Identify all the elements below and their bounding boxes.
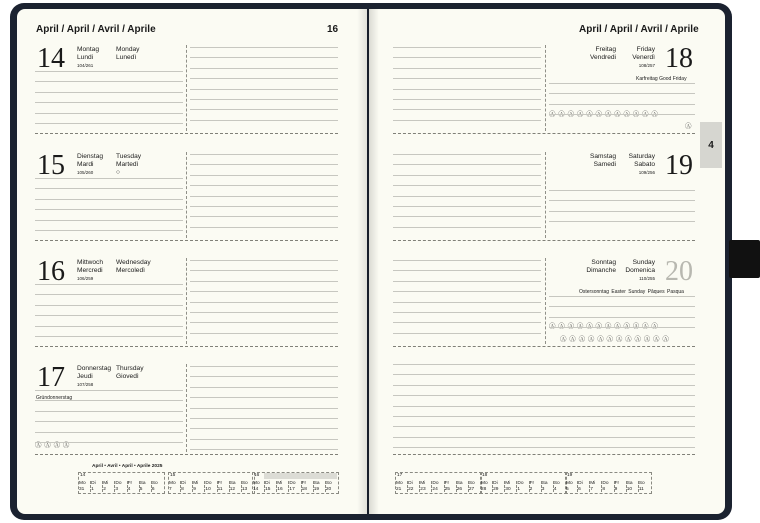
rule-line xyxy=(190,120,338,121)
weekday-label: Do xyxy=(602,481,609,486)
rule-line xyxy=(35,432,183,433)
rule-line xyxy=(549,327,695,328)
day-cell: 20 xyxy=(325,487,332,492)
day-cell: 6 xyxy=(578,487,581,492)
holiday-note: Gründonnerstag xyxy=(36,395,73,401)
holiday-note: Karfreitag Good Friday xyxy=(636,76,687,82)
rule-line xyxy=(393,385,695,386)
weekday-label: So xyxy=(151,481,158,486)
weekday-de-fr: Dienstag Mardi 105/260 xyxy=(77,153,104,175)
rule-line xyxy=(190,322,338,323)
year-day: 108/257 xyxy=(638,63,655,68)
day-cell: 31 xyxy=(79,487,85,492)
rule-line xyxy=(190,89,338,90)
rule-line xyxy=(393,291,541,292)
day-cell: 3 xyxy=(115,487,119,492)
rule-line xyxy=(190,196,338,197)
weekday-label: Di xyxy=(181,481,186,486)
rule-line xyxy=(35,442,183,443)
weekday-label: So xyxy=(325,481,332,486)
day-cell: 3 xyxy=(541,487,545,492)
rule-line xyxy=(549,190,695,191)
rule-line xyxy=(35,123,183,124)
rule-line xyxy=(393,322,541,323)
weekday-label: Fr xyxy=(217,481,223,486)
weekday-label: Mo xyxy=(169,481,176,486)
rule-line xyxy=(393,109,541,110)
weekday-label: So xyxy=(241,481,248,486)
week-number: 16 xyxy=(254,473,260,478)
day-number: 15 xyxy=(37,150,65,181)
weekday-label: Di xyxy=(493,481,498,486)
rule-line xyxy=(35,92,183,93)
weekday-de-fr: Donnerstag Jeudi 107/258 xyxy=(77,365,112,387)
elastic-band[interactable] xyxy=(729,240,760,278)
moon-phase-icon: ○ xyxy=(116,169,120,176)
rule-line xyxy=(393,164,541,165)
day-divider xyxy=(35,133,338,134)
weekday-label: So xyxy=(553,481,560,486)
weekday-label: Fr xyxy=(127,481,133,486)
rule-line xyxy=(393,175,541,176)
weekday-en-it: Sunday Domenica 110/255 xyxy=(620,259,655,283)
day-divider xyxy=(35,454,338,455)
rule-line xyxy=(393,312,541,313)
current-week-highlight xyxy=(264,473,337,479)
day-cell: 8 xyxy=(181,487,184,492)
rule-line xyxy=(190,270,338,271)
rule-line xyxy=(393,196,541,197)
weekday-label: Mo xyxy=(396,481,403,486)
day-cell: 15 xyxy=(265,487,271,492)
rule-line xyxy=(393,437,695,438)
day-cell: 1 xyxy=(517,487,521,492)
moon-phase-row: Ⓐ Ⓐ Ⓐ Ⓐ Ⓐ Ⓐ Ⓐ Ⓐ Ⓐ Ⓐ Ⓐ Ⓐ xyxy=(549,111,659,118)
rule-line xyxy=(393,270,541,271)
day-cell: 7 xyxy=(169,487,172,492)
weekday-label: Sa xyxy=(229,481,236,486)
rule-line xyxy=(393,395,695,396)
rule-line xyxy=(393,281,541,282)
weekday-label: Sa xyxy=(139,481,146,486)
weekday-label: Fr xyxy=(301,481,307,486)
rule-line xyxy=(393,78,541,79)
day-cell: 4 xyxy=(553,487,557,492)
rule-line xyxy=(393,426,695,427)
weekday-label: Mi xyxy=(590,481,596,486)
day-cell: 8 xyxy=(602,487,606,492)
day-cell: 14 xyxy=(253,487,259,492)
column-divider xyxy=(545,258,546,344)
week-number: 14 xyxy=(80,473,86,478)
day-cell: 2 xyxy=(529,487,533,492)
rule-line xyxy=(35,326,183,327)
moon-phase-row: Ⓐ Ⓐ Ⓐ Ⓐ Ⓐ Ⓐ Ⓐ Ⓐ Ⓐ Ⓐ Ⓐ Ⓐ xyxy=(549,323,659,330)
weekday-label: Sa xyxy=(541,481,548,486)
rule-line xyxy=(393,99,541,100)
rule-line xyxy=(549,114,695,115)
rule-line xyxy=(190,439,338,440)
rule-line xyxy=(393,154,541,155)
column-divider xyxy=(186,364,187,452)
day-cell: 26 xyxy=(456,487,463,492)
rule-line xyxy=(393,447,695,448)
week-number: 17 xyxy=(397,473,403,478)
rule-line xyxy=(549,211,695,212)
weekday-label: Di xyxy=(265,481,270,486)
rule-line xyxy=(549,200,695,201)
rule-line xyxy=(190,449,338,450)
day-cell: 19 xyxy=(313,487,320,492)
rule-line xyxy=(190,216,338,217)
rule-line xyxy=(190,366,338,367)
day-cell: 7 xyxy=(590,487,593,492)
day-cell: 5 xyxy=(139,487,143,492)
moon-phase-row: Ⓐ Ⓐ Ⓐ Ⓐ Ⓐ Ⓐ Ⓐ Ⓐ Ⓐ Ⓐ Ⓐ Ⓐ xyxy=(560,336,670,343)
day-cell: 4 xyxy=(127,487,131,492)
day-cell: 5 xyxy=(566,487,569,492)
weekday-label: Fr xyxy=(444,481,450,486)
weekday-label: Fr xyxy=(614,481,620,486)
weekday-label: Mo xyxy=(566,481,573,486)
rule-line xyxy=(549,221,695,222)
day-divider xyxy=(393,346,695,347)
weekday-de-fr: Mittwoch Mercredi 106/259 xyxy=(77,259,104,281)
rule-line xyxy=(35,400,183,401)
rule-line xyxy=(393,406,695,407)
day-number: 20 xyxy=(665,256,693,287)
rule-line xyxy=(549,104,695,105)
weekday-label: So xyxy=(468,481,475,486)
holiday-note: Ostersonntag Easter Sunday Pâques Pasqua xyxy=(579,289,684,295)
rule-line xyxy=(190,387,338,388)
rule-line xyxy=(393,302,541,303)
rule-line xyxy=(190,154,338,155)
rule-line xyxy=(393,89,541,90)
weekday-label: Fr xyxy=(529,481,535,486)
week-number: 15 xyxy=(170,473,176,478)
day-cell: 25 xyxy=(444,487,450,492)
day-number: 19 xyxy=(665,150,693,181)
year-day: 106/259 xyxy=(77,276,94,281)
weekday-label: Do xyxy=(205,481,212,486)
weekday-label: Mi xyxy=(103,481,109,486)
weekday-label: Di xyxy=(91,481,96,486)
rule-line xyxy=(549,306,695,307)
weekday-label: Do xyxy=(115,481,122,486)
weekday-en-it: Tuesday Martedì ○ xyxy=(116,153,142,176)
day-cell: 27 xyxy=(468,487,475,492)
column-divider xyxy=(186,152,187,238)
rule-line xyxy=(393,374,695,375)
page-number: 16 xyxy=(327,24,339,35)
rule-line xyxy=(190,57,338,58)
rule-line xyxy=(393,206,541,207)
rule-line xyxy=(35,113,183,114)
weekday-de-fr: Freitag Vendredi xyxy=(589,46,616,61)
day-cell: 9 xyxy=(193,487,196,492)
day-cell: 24 xyxy=(432,487,438,492)
day-cell: 10 xyxy=(205,487,211,492)
weekday-de-fr: Montag Lundi 104/261 xyxy=(77,46,99,68)
weekday-label: Di xyxy=(408,481,413,486)
weekday-en-it: Wednesday Mercoledì xyxy=(116,259,151,274)
day-cell: 1 xyxy=(91,487,94,492)
rule-line xyxy=(35,411,183,412)
year-day: 110/255 xyxy=(639,276,655,281)
rule-line xyxy=(393,364,695,365)
weekday-en-it: Friday Venerdì 108/257 xyxy=(620,46,655,70)
day-cell: 21 xyxy=(396,487,402,492)
rule-line xyxy=(190,206,338,207)
column-divider xyxy=(545,152,546,238)
month-tab[interactable]: 4 xyxy=(700,122,722,168)
weekday-label: Do xyxy=(289,481,296,486)
rule-line xyxy=(35,102,183,103)
rule-line xyxy=(549,317,695,318)
weekday-label: Mi xyxy=(277,481,283,486)
rule-line xyxy=(190,281,338,282)
rule-line xyxy=(190,185,338,186)
rule-line xyxy=(549,93,695,94)
day-divider xyxy=(393,133,695,134)
rule-line xyxy=(190,291,338,292)
rule-line xyxy=(393,333,541,334)
day-number: 18 xyxy=(665,43,693,74)
rule-line xyxy=(190,333,338,334)
rule-line xyxy=(190,175,338,176)
rule-line xyxy=(35,294,183,295)
weekday-de-fr: Samstag Samedi xyxy=(589,153,616,168)
weekday-en-it: Monday Lunedì xyxy=(116,46,140,61)
page-gutter xyxy=(357,9,379,514)
weekday-en-it: Saturday Sabato 109/256 xyxy=(620,153,655,177)
day-cell: 16 xyxy=(277,487,283,492)
weekday-label: Mo xyxy=(253,481,260,486)
rule-line xyxy=(190,99,338,100)
day-cell: 10 xyxy=(626,487,633,492)
day-number: 16 xyxy=(37,256,65,287)
rule-line xyxy=(35,305,183,306)
day-cell: 11 xyxy=(217,487,223,492)
rule-line xyxy=(393,260,541,261)
rule-line xyxy=(393,120,541,121)
column-divider xyxy=(186,258,187,344)
year-day: 107/258 xyxy=(77,382,94,387)
rule-line xyxy=(35,220,183,221)
rule-line xyxy=(190,109,338,110)
day-divider xyxy=(393,240,695,241)
day-cell: 30 xyxy=(505,487,511,492)
rule-line xyxy=(35,188,183,189)
moon-phase-row: Ⓐ xyxy=(685,123,692,130)
rule-line xyxy=(190,47,338,48)
weekday-label: Di xyxy=(578,481,583,486)
right-page-header: April / April / Avril / Aprile xyxy=(579,24,699,35)
day-cell: 6 xyxy=(151,487,155,492)
rule-line xyxy=(35,390,183,391)
rule-line xyxy=(35,81,183,82)
rule-line xyxy=(190,68,338,69)
weekday-label: Mo xyxy=(79,481,86,486)
mini-calendar-title: April • Avril • April • Aprile 2025 xyxy=(92,464,163,469)
weekday-de-fr: Sonntag Dimanche xyxy=(586,259,616,274)
rule-line xyxy=(190,227,338,228)
year-day: 105/260 xyxy=(77,170,94,175)
weekday-en-it: Thursday Giovedì xyxy=(116,365,144,380)
weekday-label: Do xyxy=(517,481,524,486)
rule-line xyxy=(35,199,183,200)
day-divider xyxy=(35,240,338,241)
rule-line xyxy=(393,185,541,186)
rule-line xyxy=(35,421,183,422)
rule-line xyxy=(393,227,541,228)
day-number: 14 xyxy=(37,43,65,74)
day-cell: 11 xyxy=(638,487,644,492)
rule-line xyxy=(190,164,338,165)
day-cell: 13 xyxy=(241,487,248,492)
rule-line xyxy=(393,57,541,58)
rule-line xyxy=(190,302,338,303)
rule-line xyxy=(35,336,183,337)
day-cell: 23 xyxy=(420,487,426,492)
weekday-label: Do xyxy=(432,481,439,486)
day-cell: 2 xyxy=(103,487,106,492)
rule-line xyxy=(549,296,695,297)
day-number: 17 xyxy=(37,362,65,393)
year-day: 104/261 xyxy=(77,63,94,68)
day-cell: 12 xyxy=(229,487,236,492)
rule-line xyxy=(190,260,338,261)
rule-line xyxy=(549,83,695,84)
rule-line xyxy=(393,47,541,48)
weekday-label: Sa xyxy=(456,481,463,486)
weekday-label: Mi xyxy=(420,481,426,486)
moon-phase-row: Ⓐ Ⓐ Ⓐ Ⓐ xyxy=(35,442,70,449)
column-divider xyxy=(545,45,546,131)
day-divider xyxy=(35,346,338,347)
day-cell: 28 xyxy=(481,487,487,492)
rule-line xyxy=(393,416,695,417)
column-divider xyxy=(186,45,187,131)
weekday-label: So xyxy=(638,481,645,486)
day-cell: 29 xyxy=(493,487,499,492)
weekday-label: Mo xyxy=(481,481,488,486)
rule-line xyxy=(190,408,338,409)
week-number: 19 xyxy=(567,473,573,478)
weekday-label: Mi xyxy=(193,481,199,486)
day-cell: 17 xyxy=(289,487,295,492)
rule-line xyxy=(35,230,183,231)
weekday-label: Sa xyxy=(626,481,633,486)
rule-line xyxy=(35,178,183,179)
rule-line xyxy=(190,418,338,419)
rule-line xyxy=(393,68,541,69)
rule-line xyxy=(190,78,338,79)
day-cell: 22 xyxy=(408,487,414,492)
rule-line xyxy=(190,376,338,377)
rule-line xyxy=(190,397,338,398)
rule-line xyxy=(35,71,183,72)
day-cell: 18 xyxy=(301,487,307,492)
rule-line xyxy=(35,315,183,316)
left-page-header: April / April / Avril / Aprile xyxy=(36,24,156,35)
rule-line xyxy=(393,216,541,217)
weekday-label: Mi xyxy=(505,481,511,486)
rule-line xyxy=(35,209,183,210)
weekday-label: Sa xyxy=(313,481,320,486)
rule-line xyxy=(190,312,338,313)
week-number: 18 xyxy=(482,473,488,478)
day-cell: 9 xyxy=(614,487,618,492)
page-divider xyxy=(393,454,695,455)
year-day: 109/256 xyxy=(638,170,655,175)
rule-line xyxy=(35,284,183,285)
rule-line xyxy=(190,428,338,429)
